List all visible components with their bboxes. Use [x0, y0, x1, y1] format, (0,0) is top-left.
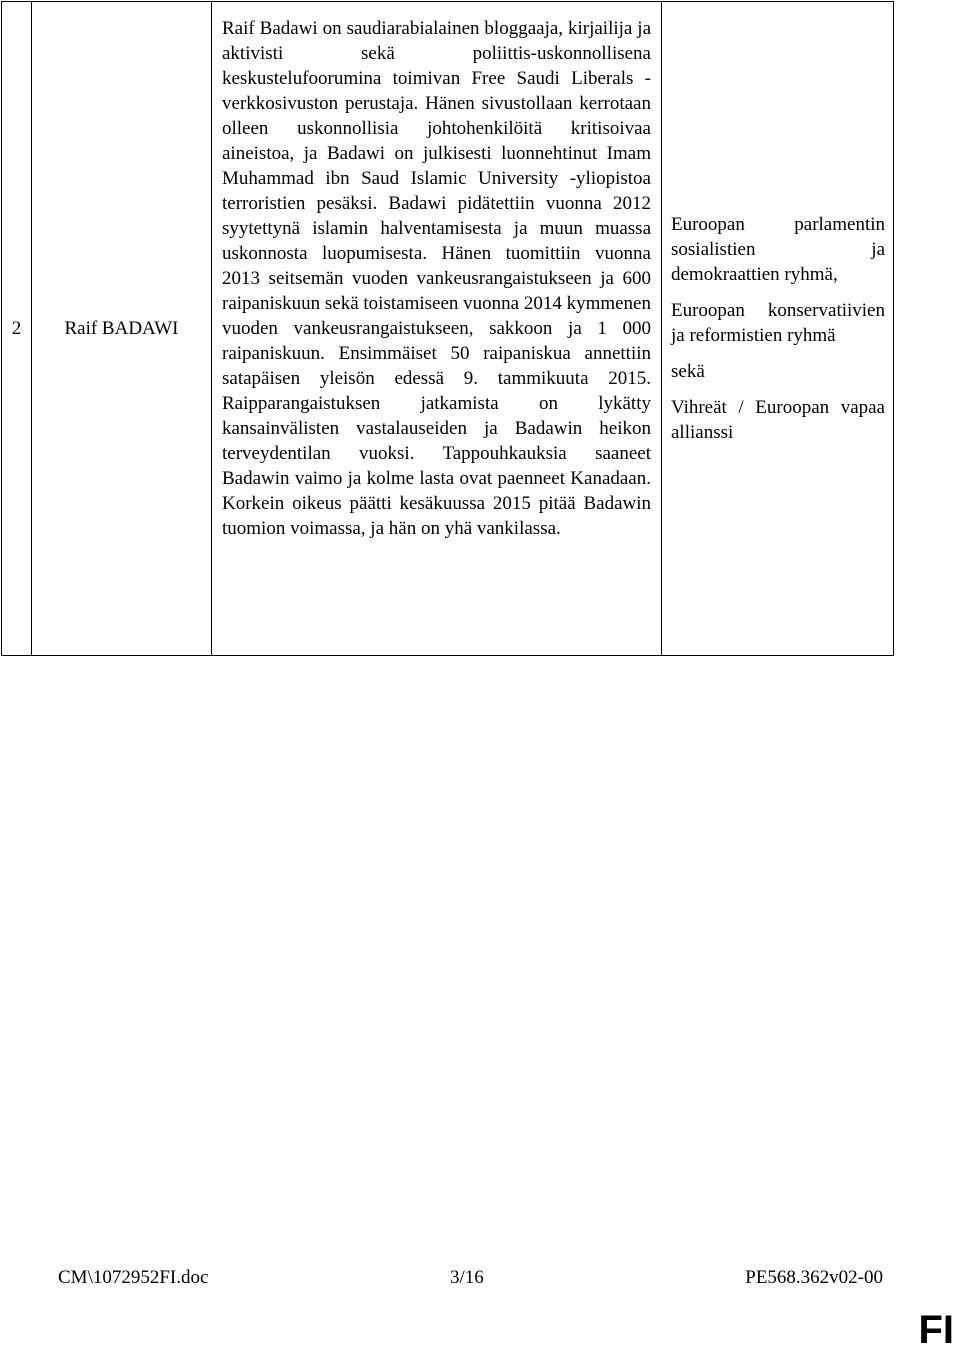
group-item: Euroopan konservatiivien ja reformistien ryhmä	[671, 300, 885, 346]
candidate-description: Raif Badawi on saudiarabialainen bloggaaja, kirjailija ja aktivisti sekä poliittis-uskonnollisena keskustelufoorumina toimivan Free Saudi Liberals -verkkosivuston perustaja. Hänen sivustollaan kerrotaan olleen uskonnollisia johtohenkilöitä kritisoivaa aineistoa, ja Badawi on julkisesti luonnehtinut Imam Muhammad ibn Saud Islamic University -yliopistoa terroristien pesäksi. Badawi pidätettiin vuonna 2012 syytettynä islamin halventamisesta ja muun muassa uskonnosta luopumisesta. Hänen tuomittiin vuonna 2013 seitsemän vuoden vankeusrangaistukseen ja 600 raipaniskuun sekä toistamiseen vuonna 2014 kymmenen vuoden vankeusrangaistukseen, sakkoon ja 1 000 raipaniskuun. Ensimmäiset 50 raipaniskua annettiin satapäisen yleisön edessä 9. tammikuuta 2015. Raipparangaistuksen jatkamista on lykätty kansainvälisten vastalauseiden ja Badawin heikon terveydentilan vuoksi. Tappouhkauksia saaneet Badawin vaimo ja kolme lasta ovat paenneet Kanadaan. Korkein oikeus päätti kesäkuussa 2015 pitää Badawin tuomion voimassa, ja hän on yhä vankilassa.	[222, 18, 651, 539]
nominating-groups-cell	[662, 2, 894, 656]
row-number: 2	[2, 2, 32, 656]
document-reference: CM\1072952FI.doc	[58, 1267, 209, 1288]
candidate-description-cell	[212, 2, 662, 656]
page-footer	[58, 1266, 883, 1290]
pe-reference: PE568.362v02-00	[745, 1267, 883, 1288]
group-item: Euroopan parlamentin sosialistien ja demokraattien ryhmä,	[671, 214, 885, 285]
group-item: Vihreät / Euroopan vapaa allianssi	[671, 397, 885, 443]
group-item: sekä	[671, 361, 705, 382]
candidate-name: Raif BADAWI	[32, 2, 212, 656]
language-code: FI	[918, 1308, 954, 1352]
nominations-table	[1, 1, 894, 656]
page-number: 3/16	[450, 1267, 484, 1288]
table-row	[2, 2, 894, 656]
